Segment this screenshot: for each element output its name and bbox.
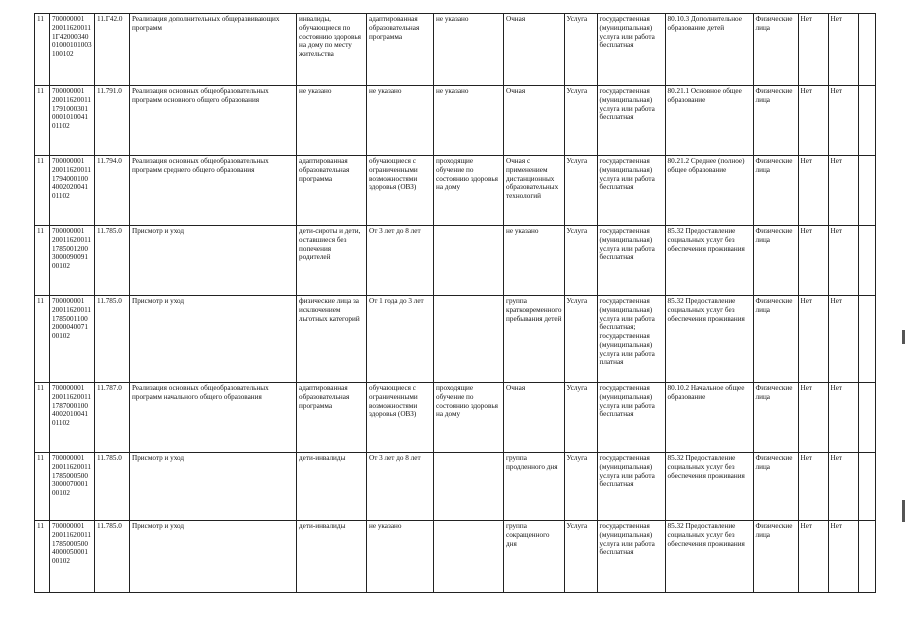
payment-status: государственная (муниципальная) услуга или работа бесплатная [597,156,665,226]
registry-code-line: 1791000301 [52,104,88,113]
registry-code-line: 3000090091 [52,253,88,262]
table-row [35,296,876,383]
okved-activity: 80.21.2 Среднее (полное) общее образование [665,156,753,226]
payment-status: государственная (муниципальная) услуга или работа бесплатная [597,14,665,86]
content-attribute: не указано [434,86,504,156]
service-name: Присмотр и уход [130,226,297,296]
record-type: Услуга [564,296,597,383]
program-attribute: не указано [367,86,434,156]
blank-cell [858,156,875,226]
program-attribute: От 3 лет до 8 лет [367,453,434,521]
service-name: Реализация дополнительных общеразвивающих программ [130,14,297,86]
registry-code-line: 00102 [52,489,70,498]
registry-code [50,521,95,593]
table-row [35,521,876,593]
content-attribute [434,226,504,296]
registry-code-line: 1785001100 [52,314,88,323]
content-attribute [434,521,504,593]
flag-yes-no: Нет [798,296,828,383]
content-attribute [434,453,504,521]
okved-activity: 80.10.3 Дополнительное образование детей [665,14,753,86]
payment-status: государственная (муниципальная) услуга или работа бесплатная [597,86,665,156]
flag-yes-no: Нет [828,226,858,296]
consumer-type: Физические лица [753,86,798,156]
consumer-category: дети-инвалиды [297,521,367,593]
flag-yes-no: Нет [828,383,858,453]
registry-code-line: 00102 [52,557,70,566]
okved-code: 11.791.0 [95,86,130,156]
consumer-category: адаптированная образовательная программа [297,156,367,226]
content-attribute: проходящие обучение по состоянию здоровья на дому [434,383,504,453]
registry-code-line: 4002020041 [52,183,88,192]
flag-yes-no: Нет [828,156,858,226]
blank-cell [858,521,875,593]
registry-code-line: 0001010041 [52,113,88,122]
program-attribute: От 3 лет до 8 лет [367,226,434,296]
consumer-type: Физические лица [753,14,798,86]
registry-code-line: 700000001 [52,297,85,305]
registry-code-line: 4002010041 [52,410,88,419]
registry-code-line: 3000070001 [52,480,88,489]
record-type: Услуга [564,86,597,156]
flag-yes-no: Нет [828,86,858,156]
registry-code [50,453,95,521]
registry-code-line: 20011620011 [52,23,91,32]
registry-code-line: 20011620011 [52,165,91,174]
registry-code-line: 20011620011 [52,462,91,471]
registry-code-line: 700000001 [52,157,85,165]
registry-code-line: 100102 [52,50,74,59]
row-number: 11 [35,226,50,296]
registry-code-line: 01102 [52,192,70,201]
consumer-type: Физические лица [753,296,798,383]
record-type: Услуга [564,156,597,226]
consumer-category: инвалиды, обучающиеся по состоянию здоровья на дому по месту жительства [297,14,367,86]
consumer-category: не указано [297,86,367,156]
flag-yes-no: Нет [798,226,828,296]
flag-yes-no: Нет [798,86,828,156]
table-row [35,453,876,521]
record-type: Услуга [564,453,597,521]
consumer-type: Физические лица [753,453,798,521]
table-row [35,156,876,226]
okved-activity: 85.32 Предоставление социальных услуг без обеспечения проживания [665,521,753,593]
blank-cell [858,86,875,156]
provision-form: Очная [504,383,565,453]
content-attribute: проходящие обучение по состоянию здоровья на дому [434,156,504,226]
registry-code [50,156,95,226]
services-register-table [34,13,876,593]
blank-cell [858,14,875,86]
registry-code-line: 00102 [52,262,70,271]
okved-code: 11.787.0 [95,383,130,453]
provision-form: группа кратковременного пребывания детей [504,296,565,383]
okved-code: 11.794.0 [95,156,130,226]
service-name: Реализация основных общеобразовательных программ начального общего образования [130,383,297,453]
registry-code [50,86,95,156]
registry-code-line: 700000001 [52,522,85,530]
record-type: Услуга [564,226,597,296]
registry-code [50,14,95,86]
registry-code-line: 2000040071 [52,323,88,332]
row-number: 11 [35,383,50,453]
registry-code-line: 20011620011 [52,530,91,539]
registry-code-line: 1785000500 [52,471,88,480]
service-name: Присмотр и уход [130,453,297,521]
row-number: 11 [35,521,50,593]
consumer-category: дети-сироты и дети, оставшиеся без попечения родителей [297,226,367,296]
service-name: Реализация основных общеобразовательных программ основного общего образования [130,86,297,156]
registry-code-line: 01000101003 [52,41,92,50]
okved-code: 11.785.0 [95,296,130,383]
document-page [34,13,876,593]
flag-yes-no: Нет [828,453,858,521]
blank-cell [858,383,875,453]
blank-cell [858,296,875,383]
registry-code-line: 4000050001 [52,548,88,557]
row-number: 11 [35,86,50,156]
provision-form: не указано [504,226,565,296]
flag-yes-no: Нет [798,14,828,86]
registry-code-line: 700000001 [52,87,85,95]
consumer-type: Физические лица [753,521,798,593]
registry-code-line: 700000001 [52,15,85,23]
registry-code-line: 1Г42000340 [52,32,89,41]
registry-code [50,296,95,383]
okved-code: 11.785.0 [95,453,130,521]
okved-activity: 85.32 Предоставление социальных услуг без обеспечения проживания [665,226,753,296]
row-number: 11 [35,296,50,383]
provision-form: группа продленного дня [504,453,565,521]
record-type: Услуга [564,383,597,453]
consumer-type: Физические лица [753,226,798,296]
flag-yes-no: Нет [798,453,828,521]
content-attribute: не указано [434,14,504,86]
table-row [35,383,876,453]
consumer-category: физические лица за исключением льготных категорий [297,296,367,383]
registry-code [50,226,95,296]
consumer-type: Физические лица [753,383,798,453]
okved-code: 11.785.0 [95,226,130,296]
payment-status: государственная (муниципальная) услуга или работа бесплатная [597,226,665,296]
row-number: 11 [35,14,50,86]
provision-form: группа сокращенного дня [504,521,565,593]
okved-code: 11.785.0 [95,521,130,593]
registry-code-line: 20011620011 [52,235,91,244]
record-type: Услуга [564,14,597,86]
program-attribute: не указано [367,521,434,593]
registry-code-line: 20011620011 [52,95,91,104]
service-name: Присмотр и уход [130,296,297,383]
program-attribute: От 1 года до 3 лет [367,296,434,383]
okved-activity: 85.32 Предоставление социальных услуг без обеспечения проживания [665,453,753,521]
table-row [35,86,876,156]
flag-yes-no: Нет [828,14,858,86]
registry-code-line: 20011620011 [52,392,91,401]
service-name: Реализация основных общеобразовательных программ среднего общего образования [130,156,297,226]
program-attribute: обучающиеся с ограниченными возможностями здоровья (ОВЗ) [367,383,434,453]
consumer-type: Физические лица [753,156,798,226]
flag-yes-no: Нет [798,383,828,453]
row-number: 11 [35,453,50,521]
table-row [35,226,876,296]
record-type: Услуга [564,521,597,593]
okved-activity: 80.10.2 Начальное общее образование [665,383,753,453]
row-number: 11 [35,156,50,226]
consumer-category: адаптированная образовательная программа [297,383,367,453]
okved-activity: 80.21.1 Основное общее образование [665,86,753,156]
provision-form: Очная с применением дистанционных образовательных технологий [504,156,565,226]
registry-code-line: 00102 [52,332,70,341]
registry-code-line: 01102 [52,122,70,131]
flag-yes-no: Нет [828,521,858,593]
payment-status: государственная (муниципальная) услуга или работа бесплатная [597,383,665,453]
service-name: Присмотр и уход [130,521,297,593]
program-attribute: адаптированная образовательная программа [367,14,434,86]
consumer-category: дети-инвалиды [297,453,367,521]
registry-code-line: 1794000100 [52,174,88,183]
registry-code-line: 01102 [52,419,70,428]
registry-code-line: 20011620011 [52,305,91,314]
payment-status: государственная (муниципальная) услуга или работа бесплатная; государственная (муниципальная) услуга или работа платная [597,296,665,383]
registry-code-line: 700000001 [52,227,85,235]
program-attribute: обучающиеся с ограниченными возможностями здоровья (ОВЗ) [367,156,434,226]
payment-status: государственная (муниципальная) услуга или работа бесплатная [597,453,665,521]
flag-yes-no: Нет [828,296,858,383]
okved-code: 11.Г42.0 [95,14,130,86]
okved-activity: 85.32 Предоставление социальных услуг без обеспечения проживания [665,296,753,383]
payment-status: государственная (муниципальная) услуга или работа бесплатная [597,521,665,593]
registry-code-line: 700000001 [52,454,85,462]
registry-code [50,383,95,453]
flag-yes-no: Нет [798,156,828,226]
blank-cell [858,226,875,296]
registry-code-line: 1785001200 [52,244,88,253]
registry-code-line: 1787000100 [52,401,88,410]
registry-code-line: 1785000500 [52,539,88,548]
content-attribute [434,296,504,383]
blank-cell [858,453,875,521]
registry-code-line: 700000001 [52,384,85,392]
provision-form: Очная [504,86,565,156]
flag-yes-no: Нет [798,521,828,593]
provision-form: Очная [504,14,565,86]
table-row [35,14,876,86]
